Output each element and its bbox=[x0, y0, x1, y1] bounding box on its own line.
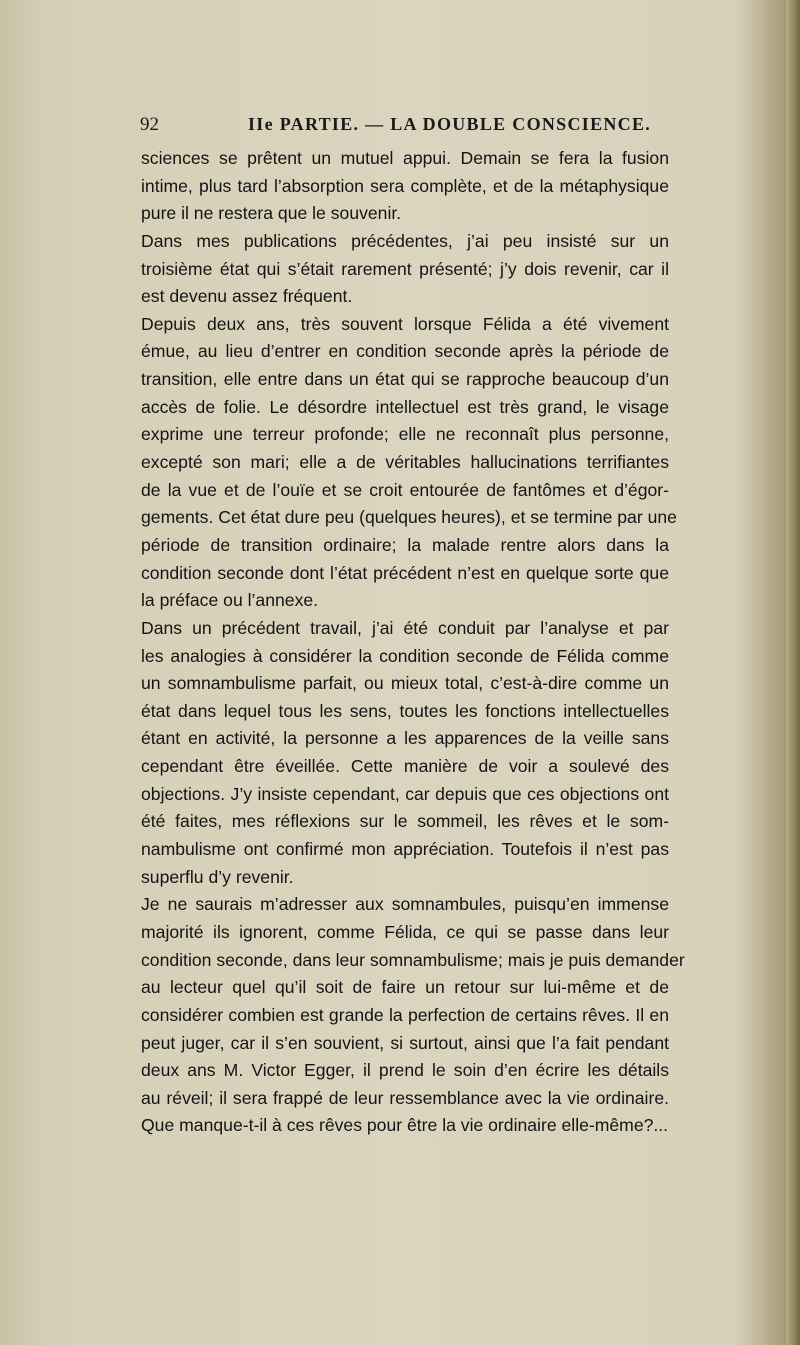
text-line: transition, elle entre dans un état qui se rapproche beaucoup d’un bbox=[141, 369, 669, 390]
text-line: pure il ne restera que le souvenir. bbox=[141, 203, 402, 224]
text-line: condition seconde dont l’état précédent n’est en quelque sorte que bbox=[141, 562, 669, 583]
text-line: troisième état qui s’était rarement présenté; j’y dois revenir, car il bbox=[141, 258, 669, 279]
text-line: nambulisme ont confirmé mon appréciation. Toutefois il n’est pas bbox=[141, 839, 669, 860]
text-line: Je ne saurais m’adresser aux somnambules, puisqu’en immense bbox=[141, 894, 669, 915]
body-text bbox=[141, 145, 685, 1140]
text-line: peut juger, car il s’en souvient, si surtout, ainsi que l’a fait pendant bbox=[141, 1032, 669, 1053]
text-line: Dans un précédent travail, j’ai été conduit par l’analyse et par bbox=[141, 617, 669, 638]
text-line: étant en activité, la personne a les apparences de la veille sans bbox=[141, 728, 669, 749]
text-line: accès de folie. Le désordre intellectuel est très grand, le visage bbox=[141, 396, 669, 417]
text-line: gements. Cet état dure peu (quelques heures), et se termine par une bbox=[141, 507, 677, 528]
page-number: 92 bbox=[140, 114, 159, 135]
text-line: sciences se prêtent un mutuel appui. Demain se fera la fusion bbox=[141, 148, 669, 168]
page-edge-shadow bbox=[786, 0, 800, 1345]
text-line: de la vue et de l’ouïe et se croit entourée de fantômes et d’égor- bbox=[141, 479, 669, 500]
text-line: un somnambulisme parfait, ou mieux total, c’est-à-dire comme un bbox=[141, 673, 669, 694]
text-line: émue, au lieu d’entrer en condition seconde après la période de bbox=[141, 341, 669, 362]
text-line: Depuis deux ans, très souvent lorsque Félida a été vivement bbox=[141, 313, 669, 334]
text-line: superflu d’y revenir. bbox=[141, 866, 294, 887]
running-title: IIe PARTIE. — LA DOUBLE CONSCIENCE. bbox=[248, 114, 652, 134]
text-line: majorité ils ignorent, comme Félida, ce qui se passe dans leur bbox=[141, 921, 669, 942]
text-line: excepté son mari; elle a de véritables hallucinations terrifiantes bbox=[141, 452, 669, 473]
running-header bbox=[140, 110, 670, 140]
text-line: été faites, mes réflexions sur le sommeil, les rêves et le som- bbox=[141, 811, 669, 832]
text-line: Dans mes publications précédentes, j’ai peu insisté sur un bbox=[141, 230, 669, 251]
text-line: cependant être éveillée. Cette manière de voir a soulevé des bbox=[141, 756, 669, 777]
text-line: intime, plus tard l’absorption sera complète, et de la métaphysique bbox=[141, 175, 669, 196]
text-line: deux ans M. Victor Egger, il prend le soin d’en écrire les détails bbox=[141, 1060, 669, 1081]
text-line: au lecteur quel qu’il soit de faire un retour sur lui-même et de bbox=[141, 977, 669, 998]
text-line: état dans lequel tous les sens, toutes les fonctions intellectuelles bbox=[141, 700, 669, 721]
text-line: objections. J’y insiste cependant, car depuis que ces objections ont bbox=[141, 783, 669, 804]
text-line: est devenu assez fréquent. bbox=[141, 286, 353, 307]
text-line: la préface ou l’annexe. bbox=[141, 590, 319, 611]
text-line: exprime une terreur profonde; elle ne reconnaît plus personne, bbox=[141, 424, 669, 445]
text-line: les analogies à considérer la condition seconde de Félida comme bbox=[141, 645, 669, 666]
text-line: au réveil; il sera frappé de leur ressemblance avec la vie ordinaire. bbox=[141, 1087, 669, 1108]
text-line: période de transition ordinaire; la malade rentre alors dans la bbox=[141, 534, 669, 555]
text-line: Que manque-t-il à ces rêves pour être la vie ordinaire elle-même?... bbox=[141, 1115, 669, 1136]
text-line: condition seconde, dans leur somnambulisme; mais je puis demander bbox=[141, 949, 685, 970]
text-line: considérer combien est grande la perfection de certains rêves. Il en bbox=[141, 1004, 669, 1025]
